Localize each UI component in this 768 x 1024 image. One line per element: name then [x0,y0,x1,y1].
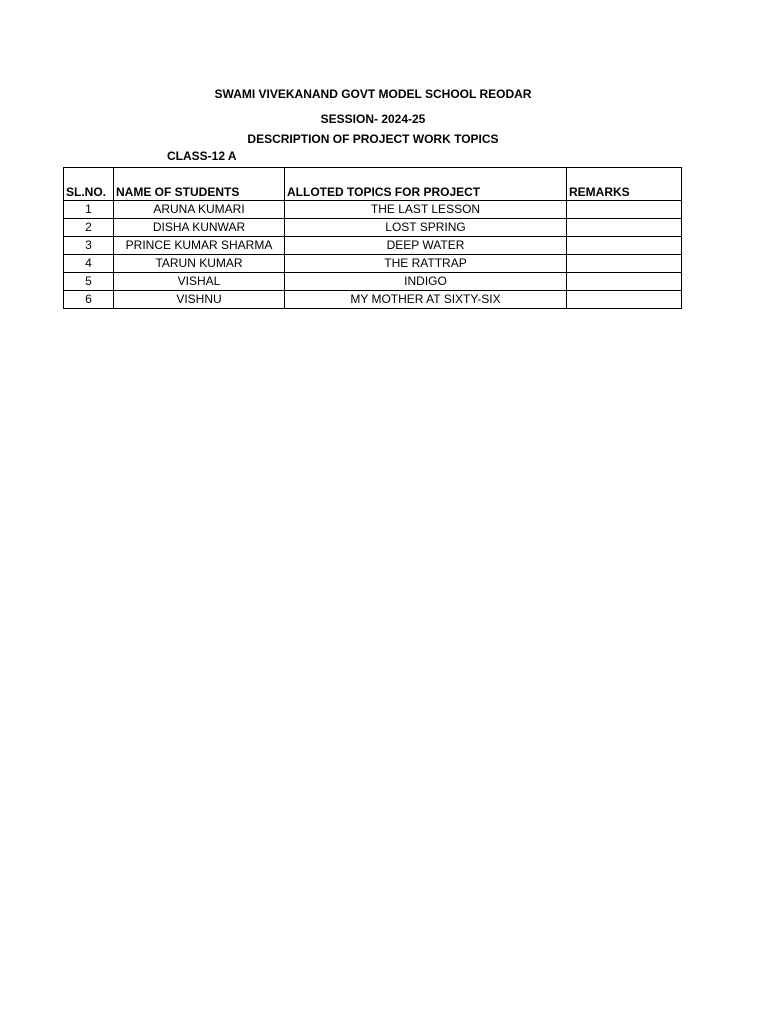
table-row [64,273,682,291]
class-label: CLASS-12 A [167,149,237,163]
table-row [64,219,682,237]
project-topics-table [63,167,682,309]
sl-no-cell: 3 [64,237,114,255]
project-topic-cell: THE LAST LESSON [285,201,567,219]
table-row [64,237,682,255]
table-row [64,291,682,309]
student-name-cell: TARUN KUMAR [114,255,285,273]
sl-no-cell: 1 [64,201,114,219]
sl-no-cell: 2 [64,219,114,237]
student-name-cell: DISHA KUNWAR [114,219,285,237]
student-name-cell: VISHAL [114,273,285,291]
remarks-cell [567,273,682,291]
column-header-student-name: NAME OF STUDENTS [114,168,285,201]
project-topic-cell: LOST SPRING [285,219,567,237]
table-row [64,255,682,273]
sl-no-cell: 4 [64,255,114,273]
remarks-cell [567,237,682,255]
document-title: DESCRIPTION OF PROJECT WORK TOPICS [247,132,499,146]
column-header-sl-no: SL.NO. [64,168,114,201]
remarks-cell [567,255,682,273]
project-topic-cell: THE RATTRAP [285,255,567,273]
table-header-row [64,168,682,201]
column-header-remarks: REMARKS [567,168,682,201]
remarks-cell [567,219,682,237]
school-title: SWAMI VIVEKANAND GOVT MODEL SCHOOL REODAR [214,87,532,101]
sl-no-cell: 5 [64,273,114,291]
column-header-project-topic: ALLOTED TOPICS FOR PROJECT [285,168,567,201]
remarks-cell [567,201,682,219]
project-topic-cell: MY MOTHER AT SIXTY-SIX [285,291,567,309]
session-label: SESSION- 2024-25 [320,112,426,126]
student-name-cell: PRINCE KUMAR SHARMA [114,237,285,255]
remarks-cell [567,291,682,309]
student-name-cell: ARUNA KUMARI [114,201,285,219]
sl-no-cell: 6 [64,291,114,309]
project-topic-cell: INDIGO [285,273,567,291]
table-row [64,201,682,219]
student-name-cell: VISHNU [114,291,285,309]
project-topic-cell: DEEP WATER [285,237,567,255]
